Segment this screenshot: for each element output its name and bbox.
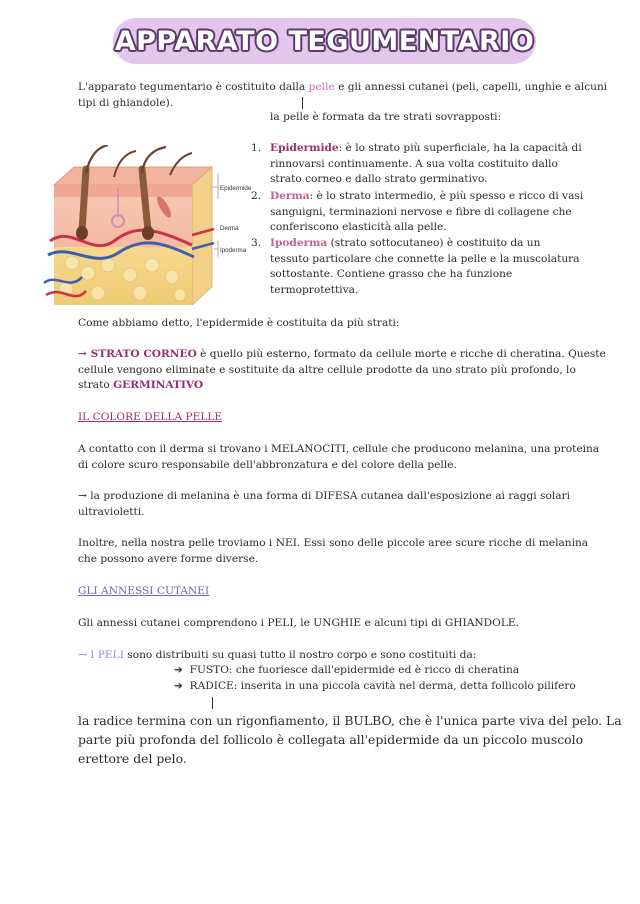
- list-number: 3.: [251, 237, 262, 249]
- peli-text: sono distribuiti su quasi tutto il nostro corpo e sono costituiti da:: [123, 649, 477, 661]
- paragraph-line: ultravioletti.: [78, 505, 145, 518]
- list-item-derma: [270, 189, 583, 236]
- list-item-ipoderma: [270, 236, 580, 298]
- epidermis-note: Come abbiamo detto, l'epidermide è costituita da più strati:: [78, 317, 400, 329]
- label-epidermide: Epidermide: [220, 185, 252, 192]
- list-text: rinnovarsi continuamente. A sua volta costituito dallo: [270, 157, 558, 170]
- strato-corneo-term: → STRATO CORNEO: [78, 348, 197, 360]
- section-heading-annessi: GLI ANNESSI CUTANEI: [78, 585, 210, 597]
- peli-term: → I PELI: [78, 649, 124, 661]
- intro-text-after: e gli annessi cutanei (peli, capelli, unghie e alcuni: [334, 81, 608, 93]
- paragraph-line: erettore del pelo.: [78, 751, 187, 766]
- bulbo-paragraph: [78, 711, 622, 768]
- list-text: tessuto particolare che connette la pelle e la muscolatura: [270, 252, 580, 265]
- list-text: conferiscono elasticità alla pelle.: [270, 221, 447, 233]
- skin-diagram: [42, 145, 274, 310]
- paragraph-line: che possono avere forme diverse.: [78, 552, 259, 565]
- strato-text: è quello più esterno, formato da cellule morte e ricche di cheratina. Queste: [196, 348, 606, 360]
- intro-paragraph: [78, 80, 607, 111]
- peli-list-text: RADICE: inserita in una piccola cavità nel derma, detta follicolo pilifero: [189, 680, 576, 692]
- annessi-paragraph: Gli annessi cutanei comprendono i PELI, le UNGHIE e alcuni tipi di GHIANDOLE.: [78, 617, 519, 629]
- page-title: APPARATO TEGUMENTARIO: [114, 25, 535, 57]
- section-heading-colore: IL COLORE DELLA PELLE: [78, 411, 223, 423]
- paragraph-line: di colore scuro responsabile dell'abbronzatura e del colore della pelle.: [78, 458, 457, 471]
- term-epidermide: Epidermide: [270, 142, 339, 154]
- pelle-highlight: pelle: [308, 81, 335, 93]
- list-text: : è lo strato intermedio, è più spesso e ricco di vasi: [309, 190, 584, 202]
- list-item-epidermide: [270, 141, 582, 188]
- list-text: (strato sottocutaneo) è costituito da un: [327, 237, 541, 249]
- strato-text: strato: [78, 379, 114, 391]
- list-text: strato corneo e dallo strato germinativo.: [270, 173, 488, 185]
- nei-paragraph: [78, 536, 588, 567]
- arrow-bullet-icon: ➔: [174, 680, 183, 692]
- strato-text: cellule vengono eliminate e sostituite da altre cellule prodotte da uno strato più profondo, lo: [78, 363, 576, 376]
- list-text: termoprotettiva.: [270, 283, 359, 296]
- peli-list-text: FUSTO: che fuoriesce dall'epidermide ed è ricco di cheratina: [189, 664, 520, 676]
- text-cursor: [212, 697, 213, 709]
- term-ipoderma: Ipoderma: [270, 237, 328, 249]
- intro-text: L'apparato tegumentario è costituito dalla: [78, 81, 309, 93]
- melanociti-paragraph: [78, 442, 599, 473]
- paragraph-line: A contatto con il derma si trovano i MELANOCITI, cellule che producono melanina, una proteina: [78, 443, 600, 455]
- peli-paragraph: [78, 648, 476, 664]
- intro-text-line2: tipi di ghiandole).: [78, 96, 174, 109]
- term-derma: Derma: [270, 190, 310, 202]
- layers-intro: la pelle è formata da tre strati sovrapposti:: [270, 111, 502, 123]
- label-ipoderma: Ipoderma: [220, 247, 247, 254]
- strato-corneo-paragraph: [78, 347, 606, 394]
- title-banner: [113, 18, 536, 64]
- list-number: 2.: [251, 190, 262, 202]
- label-derma: Derma: [220, 225, 239, 232]
- peli-list-item: [174, 679, 576, 695]
- list-text: sanguigni, terminazioni nervose e fibre di collagene che: [270, 205, 572, 218]
- paragraph-line: Inoltre, nella nostra pelle troviamo i NEI. Essi sono delle piccole aree scure ricche di melanina: [78, 537, 589, 549]
- list-number: 1.: [251, 142, 262, 154]
- paragraph-line: la radice termina con un rigonfiamento, il BULBO, che è l'unica parte viva del pelo. La: [78, 713, 622, 728]
- paragraph-line: → la produzione di melanina è una forma di DIFESA cutanea dall'esposizione ai raggi solari: [78, 490, 570, 502]
- list-text: sottostante. Contiene grasso che ha funzione: [270, 268, 513, 280]
- germinativo-term: GERMINATIVO: [113, 379, 204, 391]
- list-text: : è lo strato più superficiale, ha la capacità di: [338, 142, 582, 154]
- text-cursor: [302, 97, 303, 109]
- peli-list-item: [174, 663, 519, 679]
- arrow-bullet-icon: ➔: [174, 664, 183, 676]
- paragraph-line: parte più profonda del follicolo è collegata all'epidermide da un piccolo muscolo: [78, 732, 584, 747]
- melanina-paragraph: [78, 489, 570, 520]
